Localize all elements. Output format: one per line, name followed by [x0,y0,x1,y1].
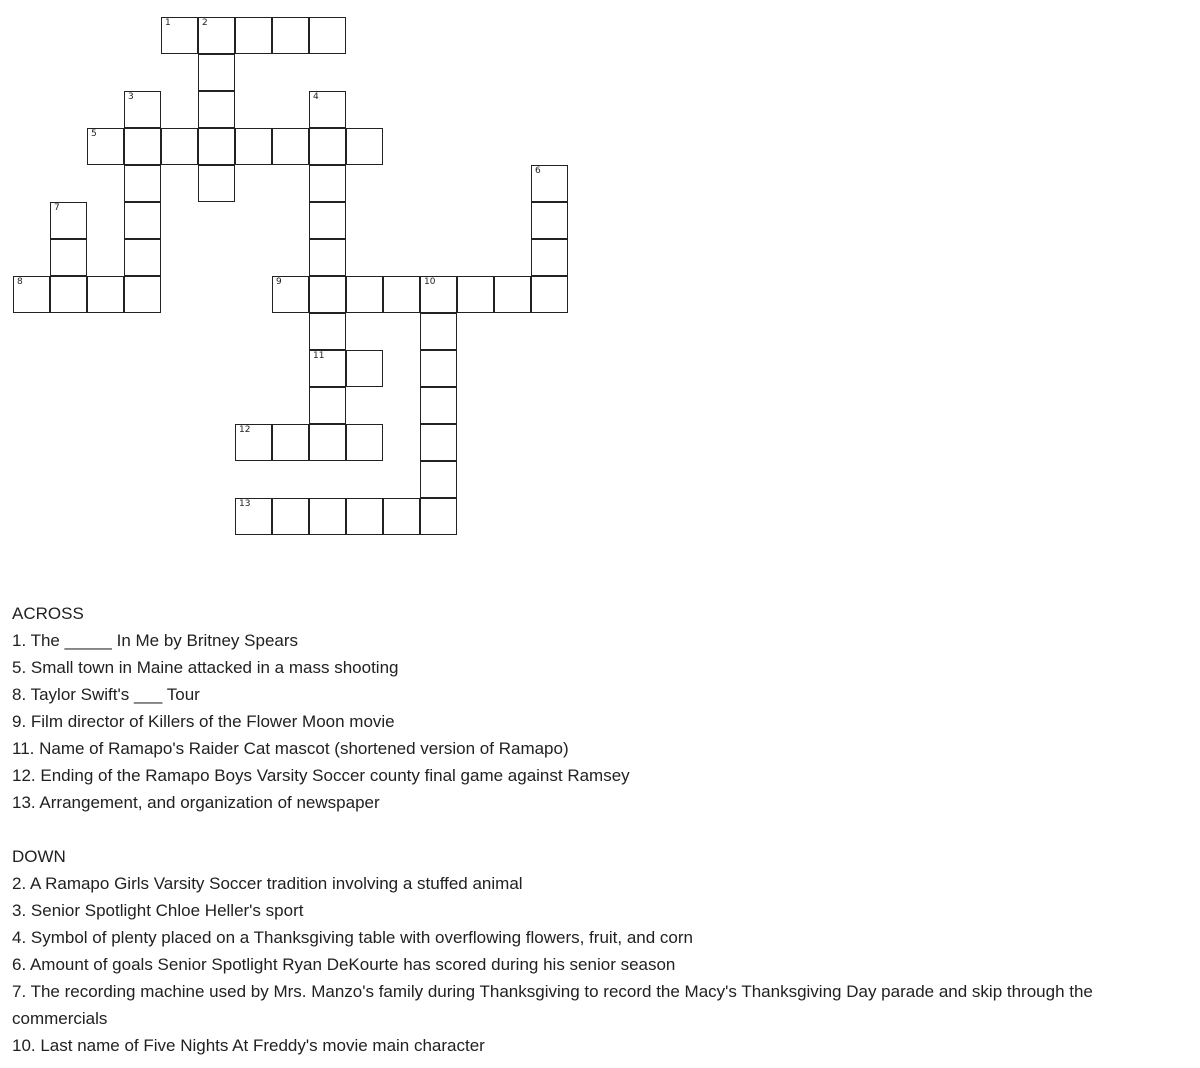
cell-number: 6 [535,166,541,176]
grid-cell[interactable] [309,165,346,202]
grid-cell[interactable] [420,498,457,535]
clue-list [12,600,1182,1059]
cell-number: 8 [17,277,23,287]
crossword-grid [0,0,600,560]
grid-cell[interactable] [87,128,124,165]
grid-cell[interactable] [235,498,272,535]
grid-cell[interactable] [124,202,161,239]
grid-cell[interactable] [309,202,346,239]
grid-cell[interactable] [198,54,235,91]
grid-cell[interactable] [198,128,235,165]
cell-number: 13 [239,499,251,509]
across-clue: 11. Name of Ramapo's Raider Cat mascot (shortened version of Ramapo) [12,739,569,758]
grid-cell[interactable] [420,461,457,498]
grid-cell[interactable] [161,17,198,54]
across-heading: ACROSS [12,604,84,623]
cell-number: 11 [313,351,325,361]
grid-cell[interactable] [124,276,161,313]
down-clue: 2. A Ramapo Girls Varsity Soccer tradition involving a stuffed animal [12,874,523,893]
cell-number: 4 [313,92,319,102]
grid-cell[interactable] [420,387,457,424]
grid-cell[interactable] [531,276,568,313]
grid-cell[interactable] [309,424,346,461]
down-clue: 7. The recording machine used by Mrs. Manzo's family during Thanksgiving to record the Macy's Thanksgiving Day parade and skip through the commercials [12,982,1093,1028]
grid-cell[interactable] [309,276,346,313]
grid-cell[interactable] [309,387,346,424]
grid-cell[interactable] [346,498,383,535]
across-clue: 9. Film director of Killers of the Flower Moon movie [12,712,395,731]
cell-number: 2 [202,18,208,28]
grid-cell[interactable] [272,276,309,313]
grid-cell[interactable] [235,424,272,461]
down-heading: DOWN [12,847,66,866]
grid-cell[interactable] [420,276,457,313]
grid-cell[interactable] [420,313,457,350]
grid-cell[interactable] [124,239,161,276]
cell-number: 3 [128,92,134,102]
across-clue: 1. The _____ In Me by Britney Spears [12,631,299,650]
grid-cell[interactable] [50,239,87,276]
down-clue: 4. Symbol of plenty placed on a Thanksgiving table with overflowing flowers, fruit, and corn [12,928,693,947]
grid-cell[interactable] [346,424,383,461]
grid-cell[interactable] [272,498,309,535]
grid-cell[interactable] [531,165,568,202]
grid-cell[interactable] [235,128,272,165]
clue-section-spacer [12,816,1182,843]
grid-cell[interactable] [235,17,272,54]
grid-cell[interactable] [272,128,309,165]
cell-number: 7 [54,203,60,213]
grid-cell[interactable] [346,350,383,387]
across-clue: 8. Taylor Swift's ___ Tour [12,685,200,704]
grid-cell[interactable] [124,91,161,128]
grid-cell[interactable] [531,239,568,276]
cell-number: 9 [276,277,282,287]
grid-cell[interactable] [161,128,198,165]
across-clue: 13. Arrangement, and organization of newspaper [12,793,380,812]
cell-number: 10 [424,277,436,287]
grid-cell[interactable] [420,350,457,387]
grid-cell[interactable] [309,91,346,128]
grid-cell[interactable] [309,17,346,54]
grid-cell[interactable] [494,276,531,313]
grid-cell[interactable] [309,239,346,276]
down-clue: 10. Last name of Five Nights At Freddy's movie main character [12,1036,485,1055]
across-clue: 5. Small town in Maine attacked in a mass shooting [12,658,399,677]
grid-cell[interactable] [309,313,346,350]
grid-cell[interactable] [272,17,309,54]
grid-cell[interactable] [309,498,346,535]
cell-number: 12 [239,425,251,435]
grid-cell[interactable] [50,276,87,313]
grid-cell[interactable] [531,202,568,239]
grid-cell[interactable] [383,498,420,535]
down-clue: 6. Amount of goals Senior Spotlight Ryan DeKourte has scored during his senior season [12,955,676,974]
across-clue: 12. Ending of the Ramapo Boys Varsity Soccer county final game against Ramsey [12,766,630,785]
grid-cell[interactable] [309,128,346,165]
grid-cell[interactable] [50,202,87,239]
grid-cell[interactable] [420,424,457,461]
down-clue: 3. Senior Spotlight Chloe Heller's sport [12,901,304,920]
grid-cell[interactable] [198,17,235,54]
grid-cell[interactable] [198,165,235,202]
grid-cell[interactable] [13,276,50,313]
grid-cell[interactable] [272,424,309,461]
grid-cell[interactable] [346,276,383,313]
grid-cell[interactable] [383,276,420,313]
cell-number: 1 [165,18,171,28]
grid-cell[interactable] [124,165,161,202]
across-clue-list [12,627,1182,816]
grid-cell[interactable] [457,276,494,313]
grid-cell[interactable] [124,128,161,165]
cell-number: 5 [91,129,97,139]
grid-cell[interactable] [346,128,383,165]
grid-cell[interactable] [87,276,124,313]
grid-cell[interactable] [309,350,346,387]
grid-cell[interactable] [198,91,235,128]
down-clue-list [12,870,1182,1059]
